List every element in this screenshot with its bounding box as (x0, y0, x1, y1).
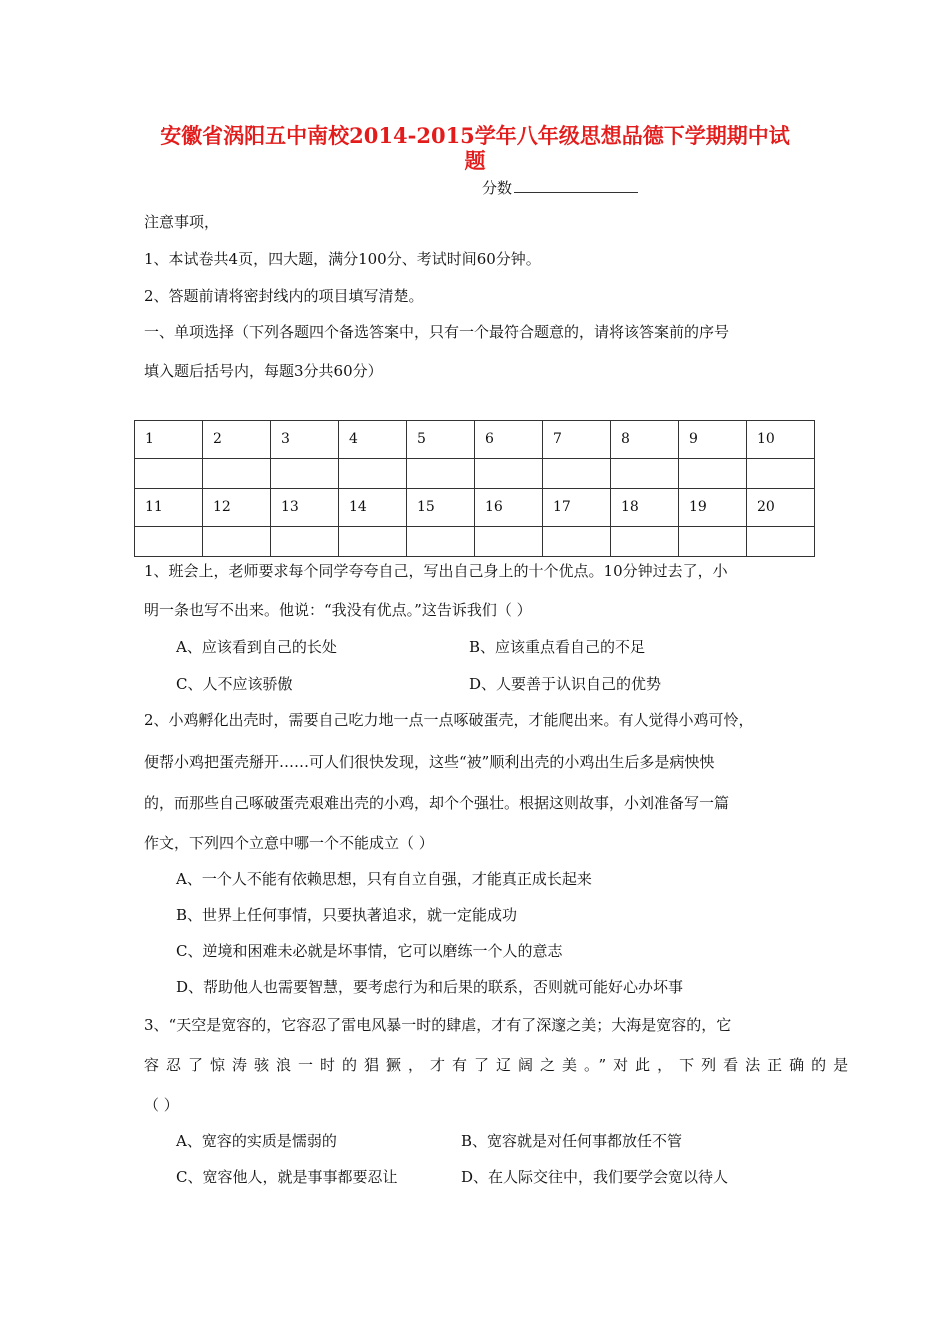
answer-cell[interactable] (679, 458, 747, 488)
q1-option-a: A、应该看到自己的长处 (176, 638, 337, 656)
score-field (482, 177, 638, 198)
notes-item-1: 1、本试卷共4页，四大题，满分100分、考试时间60分钟。 (144, 250, 541, 268)
exam-title-line2: 题 (464, 148, 486, 173)
answer-cell[interactable] (611, 526, 679, 556)
answer-cell[interactable] (339, 526, 407, 556)
answer-cell[interactable] (407, 526, 475, 556)
answer-cell[interactable] (611, 458, 679, 488)
answer-number: 10 (747, 421, 815, 459)
answer-cell[interactable] (271, 526, 339, 556)
answer-number: 2 (203, 421, 271, 459)
q3-stem-line3: （ ） (144, 1096, 179, 1114)
q3-option-d: D、在人际交往中，我们要学会宽以待人 (461, 1168, 729, 1186)
answer-table-blank-row (135, 458, 815, 488)
answer-number: 16 (475, 488, 543, 526)
q3-option-c: C、宽容他人，就是事事都要忍让 (176, 1168, 398, 1186)
q2-stem-line4: 作文，下列四个立意中哪一个不能成立（ ） (144, 834, 434, 852)
q3-option-b: B、宽容就是对任何事都放任不管 (461, 1132, 683, 1150)
q1-stem-line2: 明一条也写不出来。他说：“我没有优点。”这告诉我们（ ） (144, 601, 532, 619)
answer-cell[interactable] (475, 458, 543, 488)
answer-number: 11 (135, 488, 203, 526)
exam-title-line1: 安徽省涡阳五中南校2014-2015学年八年级思想品德下学期期中试 (160, 123, 790, 148)
notes-item-2: 2、答题前请将密封线内的项目填写清楚。 (144, 287, 424, 305)
answer-cell[interactable] (475, 526, 543, 556)
q1-option-b: B、应该重点看自己的不足 (469, 638, 646, 656)
answer-number: 20 (747, 488, 815, 526)
answer-number: 6 (475, 421, 543, 459)
q2-stem-line2: 便帮小鸡把蛋壳掰开……可人们很快发现，这些“被”顺利出壳的小鸡出生后多是病怏怏 (144, 753, 715, 771)
score-label: 分数 (482, 179, 513, 197)
score-blank[interactable] (514, 177, 638, 193)
answer-number: 18 (611, 488, 679, 526)
answer-cell[interactable] (747, 526, 815, 556)
answer-table-number-row (135, 421, 815, 459)
q3-option-a: A、宽容的实质是懦弱的 (176, 1132, 337, 1150)
answer-number: 7 (543, 421, 611, 459)
answer-table-number-row (135, 488, 815, 526)
answer-cell[interactable] (203, 458, 271, 488)
answer-cell[interactable] (543, 458, 611, 488)
section1-instructions-line2: 填入题后括号内，每题3分共60分） (144, 362, 383, 380)
answer-cell[interactable] (271, 458, 339, 488)
answer-cell[interactable] (747, 458, 815, 488)
notes-heading: 注意事项， (144, 213, 220, 231)
answer-cell[interactable] (543, 526, 611, 556)
answer-number: 17 (543, 488, 611, 526)
answer-number: 1 (135, 421, 203, 459)
answer-number: 12 (203, 488, 271, 526)
q2-option-c: C、逆境和困难未必就是坏事情，它可以磨练一个人的意志 (176, 942, 563, 960)
q2-stem-line3: 的，而那些自己啄破蛋壳艰难出壳的小鸡，却个个强壮。根据这则故事，小刘准备写一篇 (144, 794, 730, 812)
answer-table (134, 420, 815, 557)
answer-cell[interactable] (135, 458, 203, 488)
q2-stem-line1: 2、小鸡孵化出壳时，需要自己吃力地一点一点啄破蛋壳，才能爬出来。有人觉得小鸡可怜， (144, 711, 754, 729)
answer-number: 8 (611, 421, 679, 459)
answer-number: 5 (407, 421, 475, 459)
answer-number: 3 (271, 421, 339, 459)
q2-option-d: D、帮助他人也需要智慧，要考虑行为和后果的联系，否则就可能好心办坏事 (176, 978, 684, 996)
q3-stem-line2 (144, 1055, 856, 1075)
answer-cell[interactable] (203, 526, 271, 556)
q3-stem-line2-text: 容忍了惊涛骇浪一时的猖獗，才有了辽阔之美。”对此，下列看法正确的是 (144, 1056, 856, 1074)
q3-stem-line1: 3、“天空是宽容的，它容忍了雷电风暴一时的肆虐，才有了深邃之美；大海是宽容的，它 (144, 1016, 732, 1034)
answer-cell[interactable] (407, 458, 475, 488)
answer-number: 13 (271, 488, 339, 526)
answer-number: 9 (679, 421, 747, 459)
answer-number: 15 (407, 488, 475, 526)
q1-stem-line1: 1、班会上，老师要求每个同学夸夸自己，写出自己身上的十个优点。10分钟过去了，小 (144, 562, 728, 580)
answer-table-blank-row (135, 526, 815, 556)
answer-number: 19 (679, 488, 747, 526)
answer-number: 4 (339, 421, 407, 459)
section1-instructions-line1: 一、单项选择（下列各题四个备选答案中，只有一个最符合题意的，请将该答案前的序号 (144, 323, 730, 341)
answer-cell[interactable] (135, 526, 203, 556)
answer-cell[interactable] (339, 458, 407, 488)
q2-option-b: B、世界上任何事情，只要执著追求，就一定能成功 (176, 906, 518, 924)
answer-number: 14 (339, 488, 407, 526)
answer-cell[interactable] (679, 526, 747, 556)
q1-option-d: D、人要善于认识自己的优势 (469, 675, 662, 693)
q2-option-a: A、一个人不能有依赖思想，只有自立自强，才能真正成长起来 (176, 870, 592, 888)
q1-option-c: C、人不应该骄傲 (176, 675, 293, 693)
